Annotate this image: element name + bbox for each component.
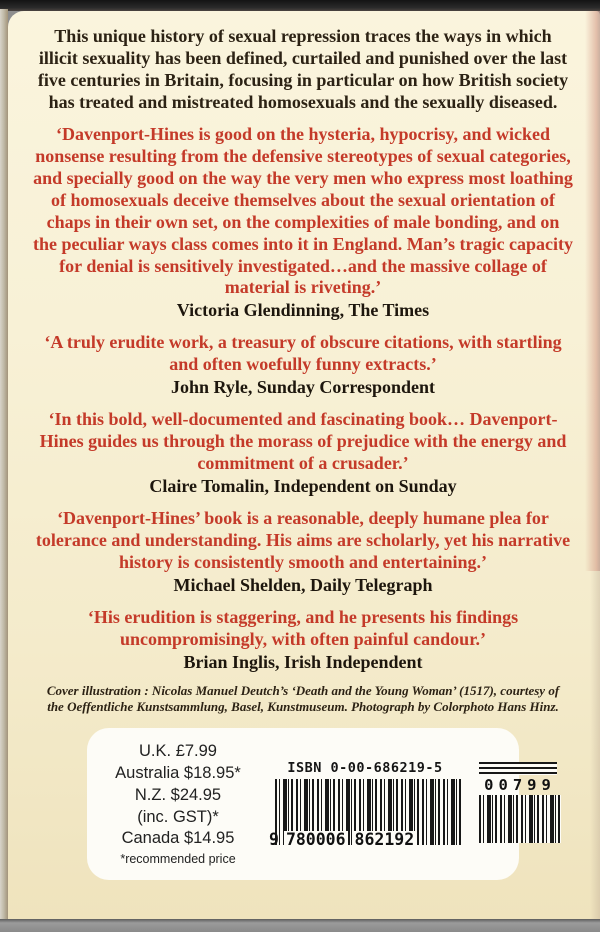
price-line-canada: Canada $14.95 bbox=[121, 829, 235, 848]
price-footnote: *recommended price bbox=[120, 852, 236, 867]
scan-bottom-edge bbox=[0, 919, 600, 932]
supplement-lines bbox=[479, 762, 557, 775]
quote-attribution: Michael Shelden, Daily Telegraph bbox=[173, 574, 433, 595]
scan-top-shadow bbox=[0, 0, 600, 11]
quote-text: ‘His erudition is staggering, and he presents his findings uncompromisingly, with often painful candour.’ bbox=[87, 606, 519, 649]
supplement-barcode bbox=[475, 760, 561, 843]
cover-illustration-credit: Cover illustration : Nicolas Manuel Deutch’s ‘Death and the Young Woman’ (1517), courtesy of the Oeffentliche Kunstsammlung, Basel, Kunstmuseum. Photograph by Colorphoto Hans Hinz. bbox=[46, 682, 560, 714]
quote-text: ‘In this bold, well-documented and fascinating book… Davenport-Hines guides us through the morass of prejudice with the energy and commitment of a crusader.’ bbox=[39, 409, 567, 474]
supplement-bars bbox=[479, 795, 561, 843]
quote-attribution: John Ryle, Sunday Correspondent bbox=[170, 377, 436, 398]
review-quote-2 bbox=[32, 332, 574, 399]
quote-text: ‘Davenport-Hines’ book is a reasonable, deeply humane plea for tolerance and understanding. His aims are scholarly, yet his narrative history is consistently smooth and entertaining.’ bbox=[35, 508, 571, 572]
book-cover bbox=[8, 11, 600, 919]
book-page-edge-left bbox=[0, 9, 8, 921]
ean-digits bbox=[267, 831, 463, 848]
price-line-gst: (inc. GST)* bbox=[137, 807, 219, 826]
ean-barcode bbox=[267, 760, 463, 848]
review-quote-3 bbox=[32, 409, 574, 498]
barcode-area bbox=[267, 760, 561, 848]
quote-attribution: Brian Inglis, Irish Independent bbox=[183, 651, 423, 672]
price-line-australia: Australia $18.95* bbox=[115, 764, 241, 782]
price-line-nz: N.Z. $24.95 bbox=[134, 785, 222, 804]
quote-text: ‘A truly erudite work, a treasury of obscure citations, with startling and often woefully funny extracts.’ bbox=[44, 332, 562, 375]
price-line-uk: U.K. £7.99 bbox=[139, 742, 217, 761]
quote-text: ‘Davenport-Hines is good on the hysteria, hypocrisy, and wicked nonsense resulting from the defensive stereotypes of sexual categories, and specially good on the way the very men who express most loathing of homosexuals deceive themselves about the sexual orientation of chaps in their own set, on the complexities of male bonding, and on the peculiar ways class comes into it in England. Man’s tragic capacity for denial is sensitively investigated…and the massive collage of material is riveting.’ bbox=[33, 123, 573, 298]
quote-attribution: Victoria Glendinning, The Times bbox=[176, 300, 430, 321]
isbn-number: ISBN 0-00-686219-5 bbox=[287, 760, 443, 777]
ean-digit-group: 862192 bbox=[354, 830, 415, 850]
price-isbn-panel bbox=[87, 728, 556, 879]
review-quote-5 bbox=[32, 607, 574, 674]
intro-blurb: This unique history of sexual repression traces the ways in which illicit sexuality has been defined, curtailed and punished over the last five centuries in Britain, focusing in particular on how British society has treated and mistreated homosexuals and the sexually diseased. bbox=[37, 26, 569, 112]
review-quote-1 bbox=[32, 124, 574, 323]
ean-digit-group: 9 bbox=[269, 830, 279, 850]
ean-digit-group: 780006 bbox=[285, 830, 346, 850]
review-quote-4 bbox=[32, 508, 574, 597]
quote-attribution: Claire Tomalin, Independent on Sunday bbox=[149, 476, 457, 497]
supplement-digits: 00799 bbox=[484, 776, 556, 795]
price-list bbox=[99, 741, 257, 867]
